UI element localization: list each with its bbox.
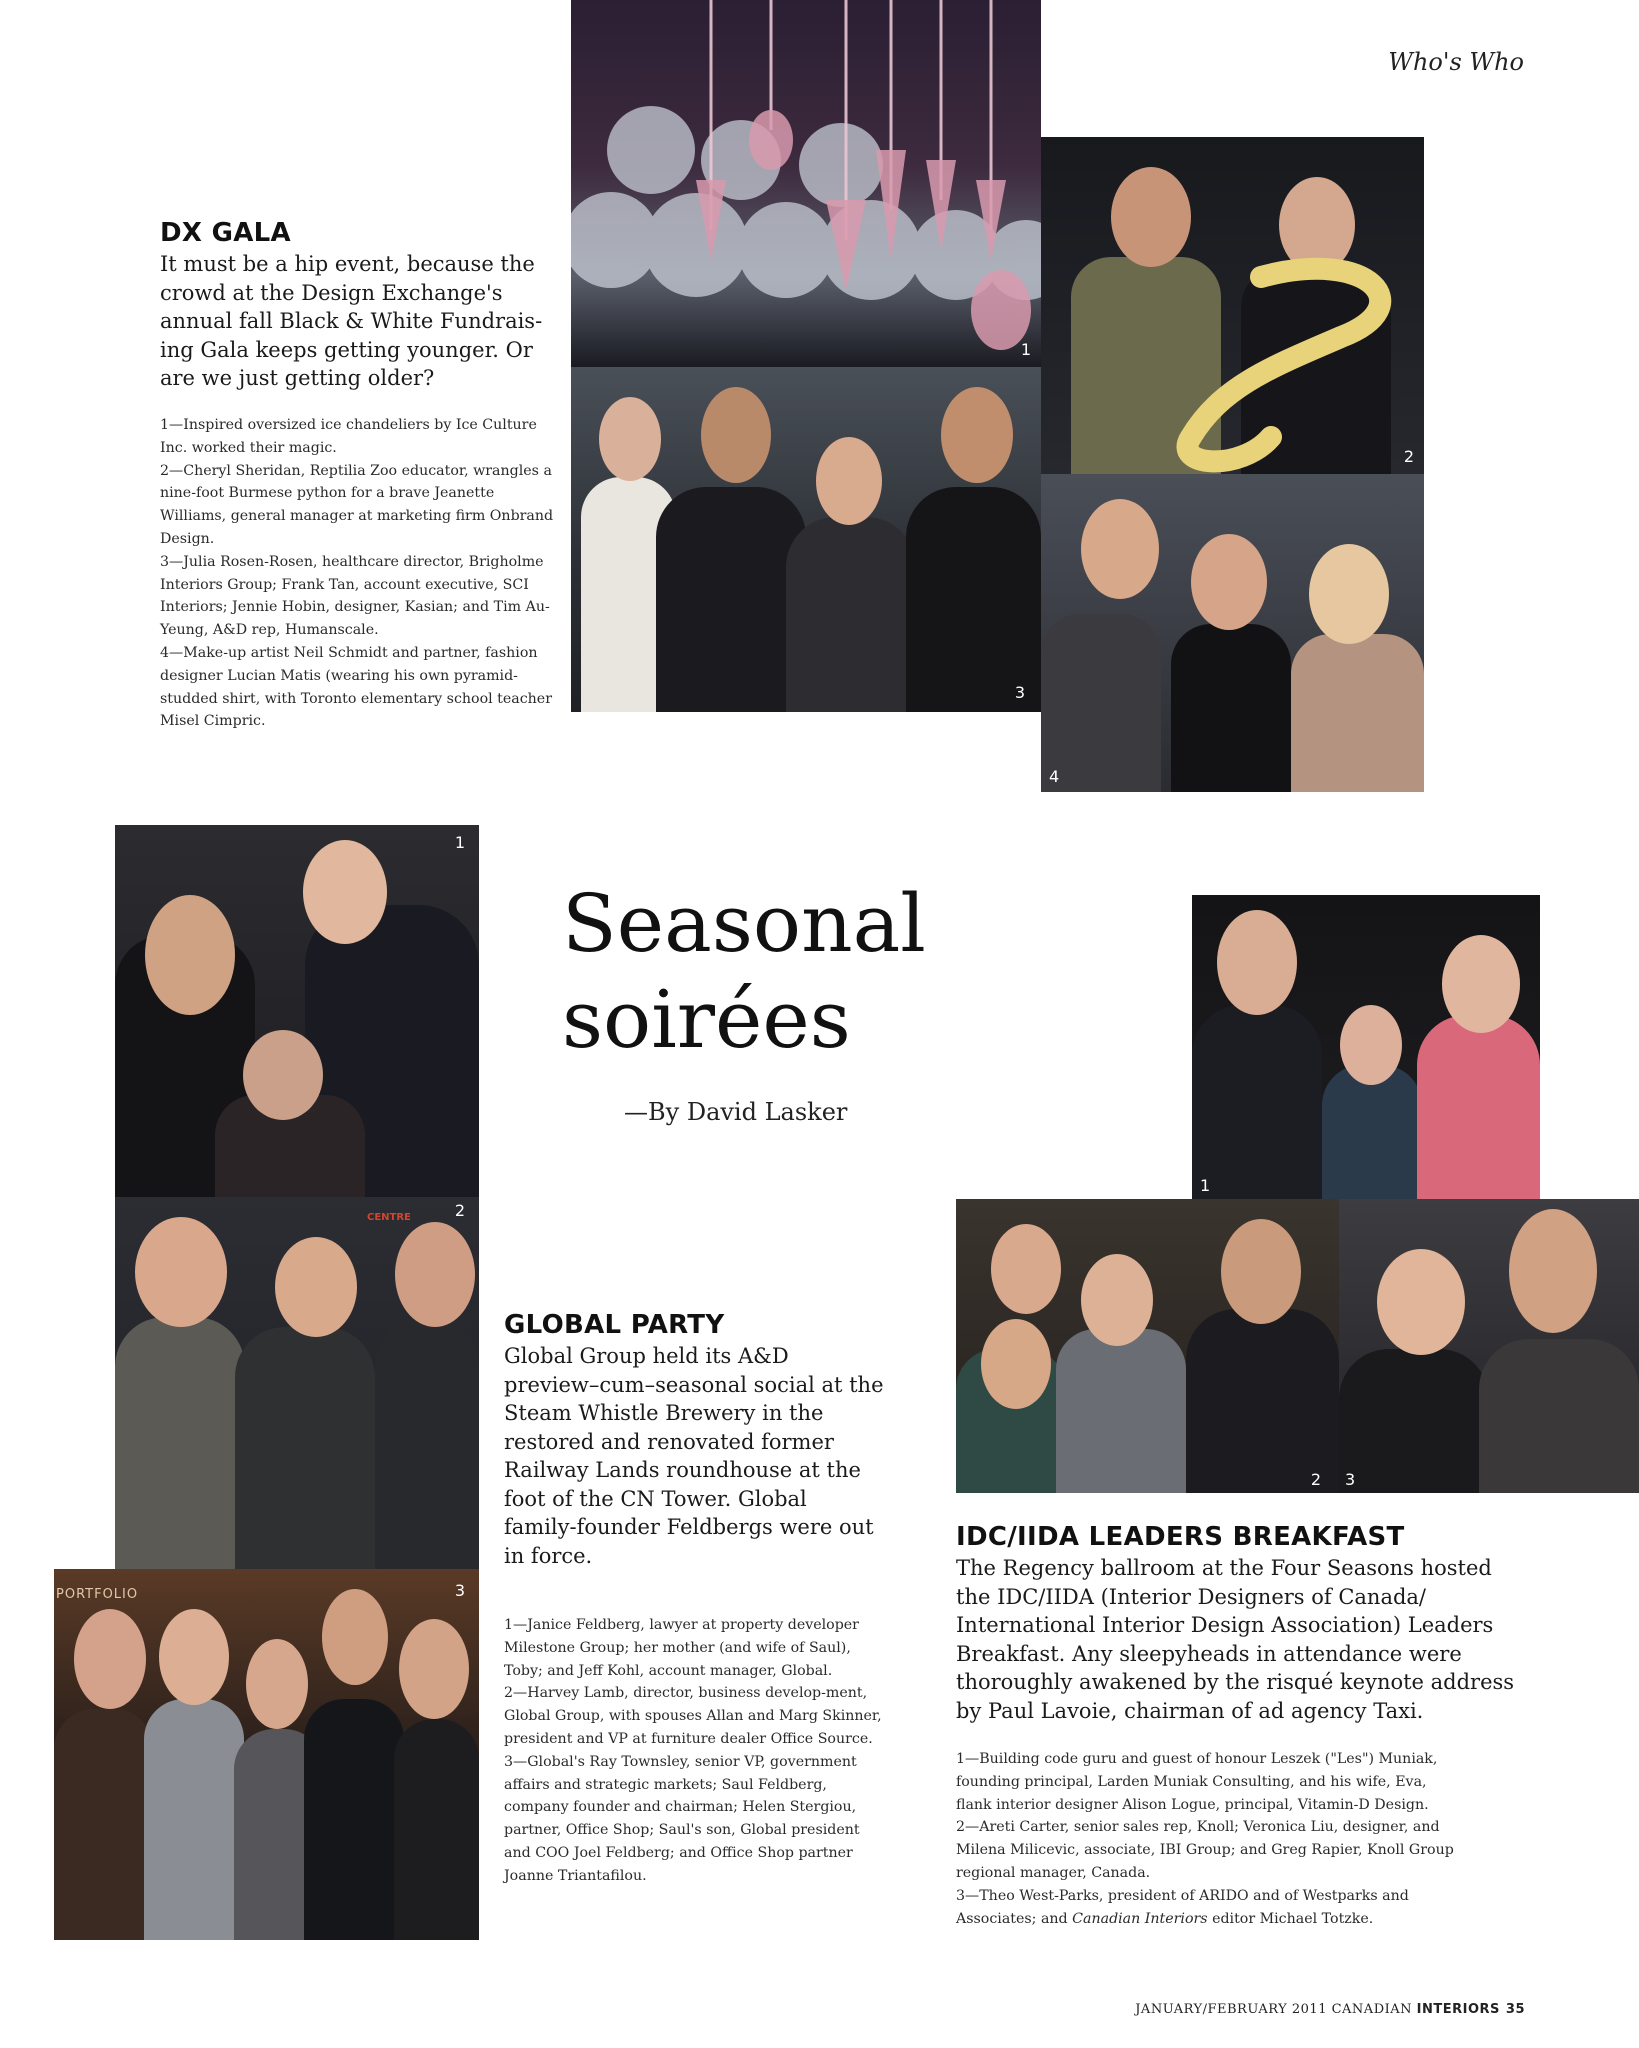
idc-photo-2: [956, 1199, 1339, 1493]
photo-number: 4: [1049, 767, 1060, 786]
photo-number: 1: [454, 833, 465, 852]
caption-item: 1—Building code guru and guest of honour Leszek ("Les") Muniak, founding principal, Larden Muniak Consulting, and his wife, Eva, flank interior designer Alison Logue, principal, Vitamin-D Design.: [956, 1751, 1438, 1813]
person-head: [145, 895, 235, 1015]
photo-number: 2: [1310, 1470, 1321, 1489]
global-photo-3: [54, 1569, 479, 1940]
dx-photo-three-guests: [1041, 474, 1424, 792]
idc-photo-1: [1192, 895, 1540, 1199]
title-line: Seasonal: [562, 877, 926, 970]
global-party-captions: [504, 1614, 890, 1888]
global-party-lede: Global Group held its A&D preview–cum–seasonal social at the Steam Whistle Brewery in the restored and renovated former Railway Lands roundhouse at the foot of the CN Tower. Global family-founder Feldbergs were out in force.: [504, 1344, 884, 1568]
person-dark-suit: [1186, 1309, 1339, 1493]
idc-breakfast-captions: [956, 1748, 1456, 1930]
person-head: [941, 387, 1013, 483]
caption-item: 3—Global's Ray Townsley, senior VP, government affairs and strategic markets; Saul Feldberg, company founder and chairman; Helen Stergiou, partner, Office Shop; Saul's son, Global president and COO Joel Feldberg; and Office Shop partner Joanne Triantafilou.: [504, 1753, 860, 1884]
idc-photo-3: [1339, 1199, 1639, 1493]
person-head: [1191, 534, 1267, 630]
photo-number: 2: [454, 1201, 465, 1220]
byline: —By David Lasker: [624, 1098, 848, 1126]
dx-photo-four-guests: [571, 367, 1041, 712]
person-head: [303, 840, 387, 944]
person-ruffle-jacket: [1041, 614, 1161, 792]
photo-number: 1: [1200, 1176, 1211, 1195]
person-black-top: [394, 1719, 479, 1940]
person-head: [1081, 499, 1159, 599]
person-pink-jacket: [1417, 1015, 1540, 1199]
chandelier-illustration: [571, 0, 1041, 367]
person-head: [1377, 1249, 1465, 1355]
global-party-heading: GLOBAL PARTY: [504, 1310, 725, 1340]
person-navy-suit: [304, 1699, 404, 1940]
running-head: Who's Who: [1388, 48, 1524, 76]
photo-number: 3: [454, 1581, 465, 1600]
person-head: [599, 397, 661, 481]
footer-issue: JANUARY/FEBRUARY 2011 CANADIAN: [1135, 2002, 1417, 2017]
caption-item: [956, 1885, 1456, 1931]
person-head: [1309, 544, 1389, 644]
person-head: [1340, 1005, 1402, 1085]
footer-brand: INTERIORS: [1416, 2002, 1500, 2017]
person-black-suit: [906, 487, 1041, 712]
photo-number: 3: [1014, 683, 1025, 702]
photo-number: 1: [1020, 340, 1031, 359]
person-head: [322, 1589, 388, 1685]
dx-photo-python: [1041, 137, 1424, 474]
person-head: [816, 437, 882, 525]
person-head: [275, 1237, 357, 1337]
person-blue-top: [1322, 1065, 1422, 1199]
person-head: [243, 1030, 323, 1120]
dx-gala-lede: It must be a hip event, because the crowd at the Design Exchange's annual fall Black & White Fundrais-ing Gala keeps getting younger. Or are we just getting older?: [160, 252, 543, 390]
person-head: [246, 1639, 308, 1729]
person-head: [1442, 935, 1520, 1033]
person-head: [1081, 1254, 1153, 1346]
caption-item: 3—Julia Rosen-Rosen, healthcare director, Brigholme Interiors Group; Frank Tan, account executive, SCI Interiors; Jennie Hobin, designer, Kasian; and Tim Au-Yeung, A&D rep, Humanscale.: [160, 553, 550, 639]
person-sequin-top: [1291, 634, 1424, 792]
person-leather-jacket: [54, 1709, 154, 1940]
person-grey-suit: [144, 1699, 244, 1940]
idc-breakfast-lede: The Regency ballroom at the Four Seasons hosted the IDC/IIDA (Interior Designers of Canada/ International Interior Design Association) Leaders Breakfast. Any sleepyheads in attendance were thoroughly awakened by the risqué keynote address by Paul Lavoie, chairman of ad agency Taxi.: [956, 1556, 1515, 1723]
python-illustration: [1041, 137, 1424, 474]
centre-sign: CENTRE: [367, 1212, 411, 1223]
person-head: [981, 1319, 1051, 1409]
title-line: soirées: [562, 973, 851, 1066]
person-grey-sweater: [1479, 1339, 1639, 1493]
page-footer: [1135, 2002, 1525, 2017]
person-head: [159, 1609, 229, 1705]
caption-item: 1—Janice Feldberg, lawyer at property developer Milestone Group; her mother (and wife of Saul), Toby; and Jeff Kohl, account manager, Global.: [504, 1617, 859, 1679]
person-lace-top: [786, 517, 916, 712]
person-suit: [1192, 1005, 1322, 1199]
person-grey-blazer: [1056, 1329, 1186, 1493]
person-head: [399, 1619, 469, 1719]
caption-item: 2—Areti Carter, senior sales rep, Knoll; Veronica Liu, designer, and Milena Milicevic, associate, IBI Group; and Greg Rapier, Knoll Group regional manager, Canada.: [956, 1819, 1454, 1881]
person-dark-jacket: [375, 1317, 479, 1569]
article-title: [562, 876, 926, 1068]
person-head: [1509, 1209, 1597, 1333]
caption-text: 3—Theo West-Parks, president of ARIDO and of Westparks and Associates; and: [956, 1887, 1409, 1927]
caption-item: 4—Make-up artist Neil Schmidt and partner, fashion designer Lucian Matis (wearing his own pyramid-studded shirt, with Toronto elementary school teacher Misel Cimpric.: [160, 644, 552, 730]
photo-number: 3: [1345, 1470, 1356, 1489]
person-dark-suit: [656, 487, 806, 712]
person-head: [1221, 1219, 1301, 1324]
person-head: [991, 1224, 1061, 1314]
global-photo-2: [115, 1197, 479, 1569]
publication-name: Canadian Interiors: [1072, 1910, 1208, 1927]
photo-number: 2: [1403, 447, 1414, 466]
person-black-jacket: [1339, 1349, 1489, 1493]
person-head: [395, 1222, 475, 1327]
dx-gala-heading: DX GALA: [160, 218, 291, 248]
person-studded-shirt: [1171, 624, 1291, 792]
person-grey-jacket: [115, 1317, 245, 1569]
person-head: [1217, 910, 1297, 1015]
portfolio-sign: PORTFOLIO: [56, 1587, 139, 1602]
person-head: [701, 387, 771, 483]
caption-item: 2—Harvey Lamb, director, business develop-ment, Global Group, with spouses Allan and Marg Skinner, president and VP at furniture dealer Office Source.: [504, 1685, 882, 1747]
idc-breakfast-heading: IDC/IIDA LEADERS BREAKFAST: [956, 1522, 1405, 1552]
dx-gala-captions: [160, 414, 556, 733]
caption-item: 1—Inspired oversized ice chandeliers by Ice Culture Inc. worked their magic.: [160, 417, 537, 456]
dx-photo-chandeliers: [571, 0, 1041, 367]
page-number: 35: [1505, 2002, 1525, 2017]
person-head: [135, 1217, 227, 1327]
caption-text: editor Michael Totzke.: [1207, 1910, 1374, 1927]
person-patterned-dress: [235, 1327, 375, 1569]
global-photo-1: [115, 825, 479, 1197]
person-head: [74, 1609, 146, 1709]
caption-item: 2—Cheryl Sheridan, Reptilia Zoo educator, wrangles a nine-foot Burmese python for a brave Jeanette Williams, general manager at marketing firm Onbrand Design.: [160, 462, 554, 547]
